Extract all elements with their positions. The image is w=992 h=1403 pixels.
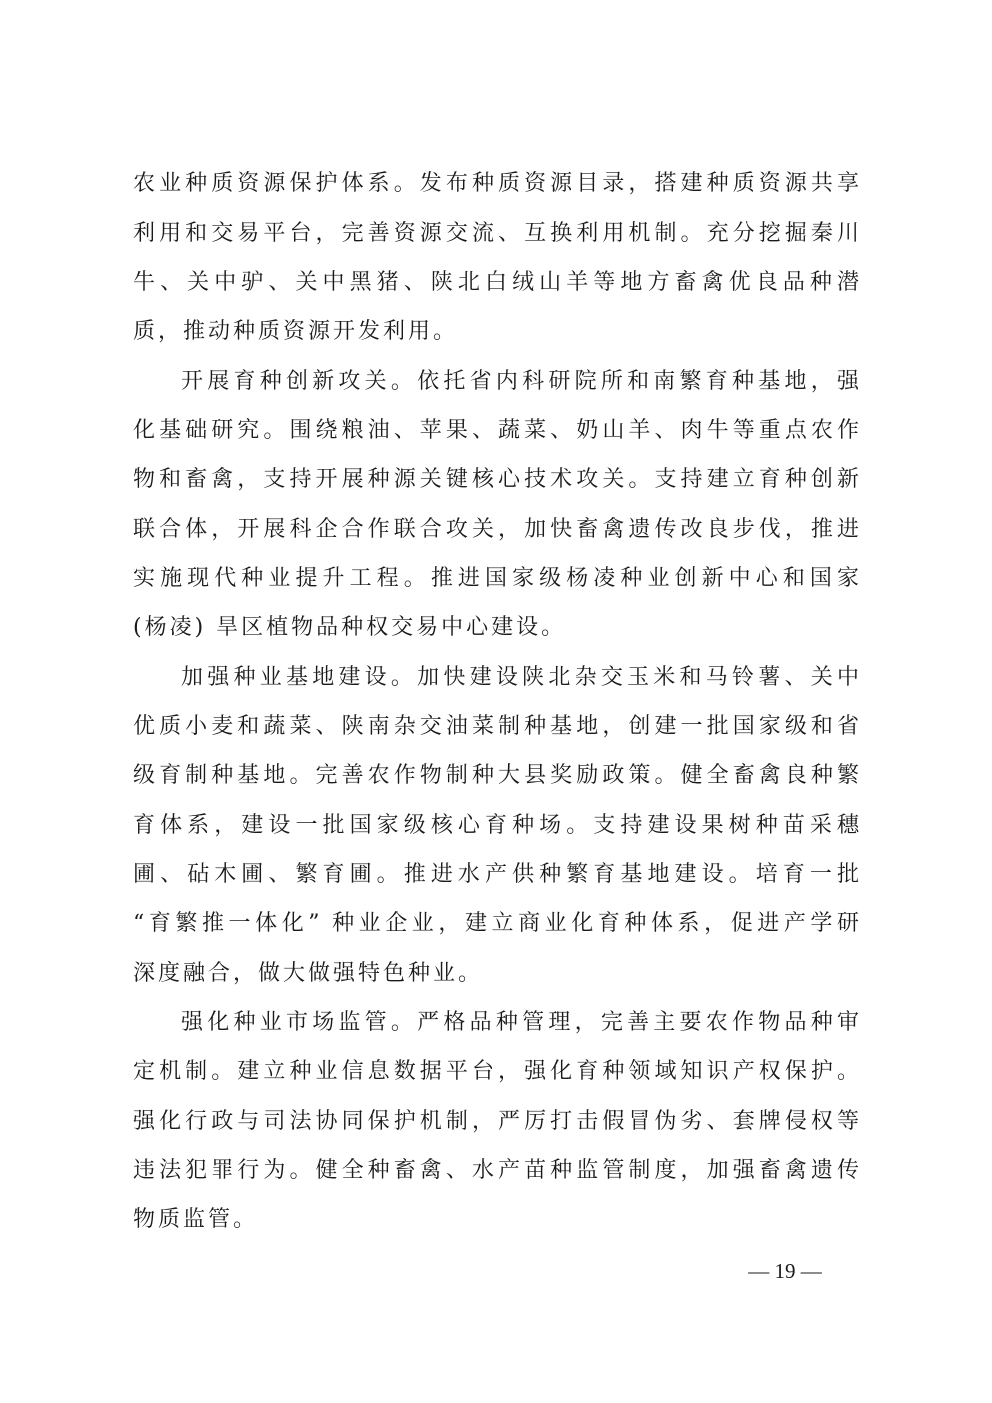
- page-number: — 19 —: [748, 1259, 822, 1283]
- text-line: 化基础研究。围绕粮油、苹果、蔬菜、奶山羊、肉牛等重点农作: [133, 418, 860, 443]
- text-line: 农业种质资源保护体系。发布种质资源目录，搭建种质资源共享: [133, 171, 860, 196]
- text-line: 级育制种基地。完善农作物制种大县奖励政策。健全畜禽良种繁: [133, 763, 860, 788]
- text-line: (杨凌) 旱区植物品种权交易中心建设。: [133, 615, 567, 640]
- text-line: 质，推动种质资源开发利用。: [133, 319, 459, 344]
- text-line: 物和畜禽，支持开展种源关键核心技术攻关。支持建立育种创新: [133, 467, 860, 492]
- text-line: 深度融合，做大做强特色种业。: [133, 961, 484, 986]
- text-line: 物质监管。: [133, 1207, 259, 1232]
- text-line: “育繁推一体化” 种业企业，建立商业化育种体系，促进产学研: [133, 911, 860, 936]
- text-line: 牛、关中驴、关中黑猪、陕北白绒山羊等地方畜禽优良品种潜: [133, 270, 860, 295]
- text-line: 开展育种创新攻关。依托省内科研院所和南繁育种基地，强: [181, 369, 860, 394]
- text-line: 强化种业市场监管。严格品种管理，完善主要农作物品种审: [181, 1010, 860, 1035]
- text-line: 圃、砧木圃、繁育圃。推进水产供种繁育基地建设。培育一批: [133, 862, 860, 887]
- text-line: 利用和交易平台，完善资源交流、互换利用机制。充分挖掘秦川: [133, 221, 860, 246]
- text-line: 育体系，建设一批国家级核心育种场。支持建设果树种苗采穗: [133, 813, 860, 838]
- text-line: 定机制。建立种业信息数据平台，强化育种领域知识产权保护。: [133, 1059, 860, 1084]
- text-line: 强化行政与司法协同保护机制，严厉打击假冒伪劣、套牌侵权等: [133, 1109, 860, 1134]
- text-line: 优质小麦和蔬菜、陕南杂交油菜制种基地，创建一批国家级和省: [133, 714, 860, 739]
- text-line: 联合体，开展科企合作联合攻关，加快畜禽遗传改良步伐，推进: [133, 517, 860, 542]
- text-line: 违法犯罪行为。健全种畜禽、水产苗种监管制度，加强畜禽遗传: [133, 1158, 860, 1183]
- text-line: 加强种业基地建设。加快建设陕北杂交玉米和马铃薯、关中: [181, 665, 860, 690]
- text-line: 实施现代种业提升工程。推进国家级杨凌种业创新中心和国家: [133, 566, 860, 591]
